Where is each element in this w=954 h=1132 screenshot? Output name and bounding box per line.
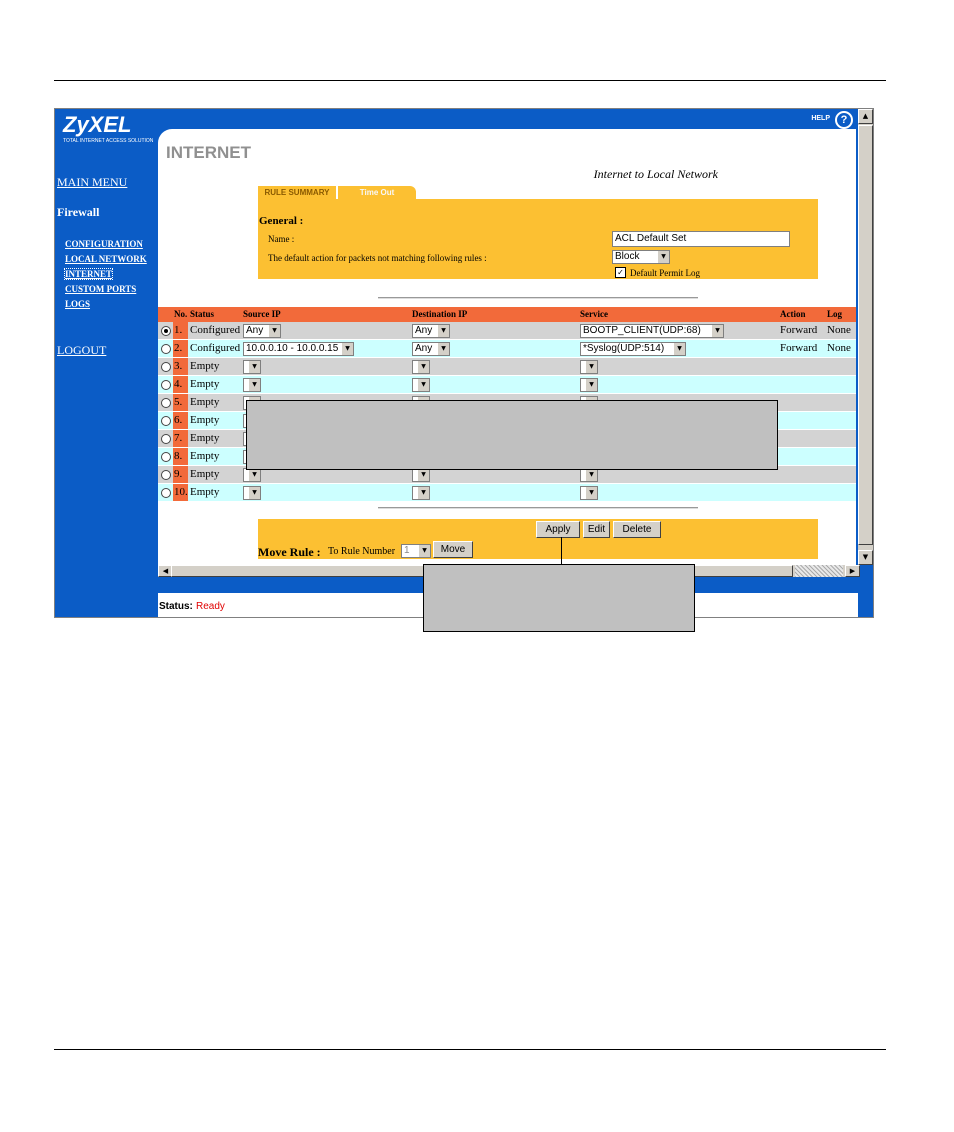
- row-number: 5.: [174, 396, 183, 408]
- permit-log-label: Default Permit Log: [630, 268, 700, 278]
- table-row: [158, 322, 856, 339]
- name-input[interactable]: ACL Default Set: [612, 231, 790, 247]
- service-value: *Syslog(UDP:514): [583, 343, 665, 354]
- zyxel-logo: ZyXEL: [63, 112, 132, 137]
- source-ip-select[interactable]: [243, 378, 261, 392]
- chevron-down-icon: ▼: [673, 343, 685, 355]
- row-log: None: [827, 342, 851, 354]
- chevron-down-icon: ▼: [417, 487, 429, 499]
- row-number: 2.: [174, 342, 183, 354]
- row-radio[interactable]: [161, 326, 171, 336]
- sidebar-item-configuration[interactable]: CONFIGURATION: [65, 239, 143, 249]
- col-destination-ip: Destination IP: [412, 309, 468, 319]
- chevron-down-icon: ▼: [657, 251, 669, 263]
- tab-rule-summary[interactable]: RULE SUMMARY: [258, 186, 336, 200]
- row-radio[interactable]: [161, 470, 171, 480]
- destination-ip-select[interactable]: [412, 324, 450, 338]
- browser-frame: [54, 108, 874, 618]
- help-label[interactable]: HELP: [811, 115, 830, 122]
- destination-ip-select[interactable]: [412, 486, 430, 500]
- row-status: Empty: [190, 396, 220, 408]
- chevron-down-icon: ▼: [248, 469, 260, 481]
- table-row: [158, 484, 856, 501]
- col-source-ip: Source IP: [243, 309, 281, 319]
- service-select[interactable]: [580, 360, 598, 374]
- top-rule-line: [54, 80, 886, 81]
- row-action: Forward: [780, 324, 818, 336]
- destination-ip-select[interactable]: [412, 360, 430, 374]
- move-rule-panel: [258, 519, 818, 559]
- service-select[interactable]: [580, 378, 598, 392]
- callout-box-buttons: [423, 564, 695, 632]
- sidebar-item-local-network[interactable]: LOCAL NETWORK: [65, 254, 147, 264]
- destination-ip-select[interactable]: [412, 342, 450, 356]
- row-number: 7.: [174, 432, 183, 444]
- move-button[interactable]: Move: [433, 541, 473, 558]
- general-title: General :: [259, 215, 304, 227]
- destination-ip-value: Any: [415, 343, 433, 354]
- col-action: Action: [780, 309, 806, 319]
- chevron-down-icon: ▼: [585, 469, 597, 481]
- chevron-down-icon: ▼: [585, 487, 597, 499]
- callout-box-table: [246, 400, 778, 470]
- general-panel: [258, 199, 818, 279]
- service-select[interactable]: [580, 468, 598, 482]
- vertical-scroll-thumb[interactable]: [858, 125, 873, 545]
- chevron-down-icon: ▼: [585, 361, 597, 373]
- row-status: Empty: [190, 378, 220, 390]
- firewall-heading: Firewall: [57, 205, 100, 219]
- to-rule-number-label: To Rule Number: [328, 546, 396, 557]
- default-action-value: Block: [615, 251, 640, 262]
- scroll-down-icon[interactable]: ▼: [858, 550, 873, 565]
- source-ip-select[interactable]: [243, 360, 261, 374]
- sidebar: [55, 109, 158, 617]
- source-ip-select[interactable]: [243, 342, 354, 356]
- chevron-down-icon: ▼: [248, 487, 260, 499]
- source-ip-value: Any: [246, 325, 264, 336]
- apply-button[interactable]: Apply: [536, 521, 580, 538]
- destination-ip-select[interactable]: [412, 468, 430, 482]
- move-rule-label: Move Rule :: [258, 545, 321, 559]
- scroll-up-icon[interactable]: ▲: [858, 109, 873, 124]
- page-title: INTERNET: [166, 143, 251, 162]
- row-radio[interactable]: [161, 362, 171, 372]
- logout-link[interactable]: LOGOUT: [57, 343, 107, 357]
- rules-table-header: [158, 307, 856, 322]
- rule-number-value: 1: [404, 545, 410, 556]
- status-value: Ready: [196, 601, 225, 612]
- col-log: Log: [827, 309, 843, 319]
- scroll-left-icon[interactable]: ◀: [158, 565, 173, 577]
- source-ip-value: 10.0.0.10 - 10.0.0.15: [246, 343, 339, 354]
- col-status: Status: [190, 309, 215, 319]
- row-number: 10.: [174, 486, 188, 498]
- chevron-down-icon: ▼: [341, 343, 353, 355]
- scroll-right-icon[interactable]: ▶: [845, 565, 860, 577]
- source-ip-select[interactable]: [243, 468, 261, 482]
- status-label: Status:: [159, 601, 193, 612]
- row-radio[interactable]: [161, 488, 171, 498]
- chevron-down-icon: ▼: [248, 379, 260, 391]
- chevron-down-icon: ▼: [268, 325, 280, 337]
- destination-ip-value: Any: [415, 325, 433, 336]
- help-bar: [158, 109, 856, 129]
- row-radio[interactable]: [161, 416, 171, 426]
- table-row: [158, 358, 856, 375]
- chevron-down-icon: ▼: [437, 343, 449, 355]
- col-service: Service: [580, 309, 608, 319]
- edit-button[interactable]: Edit: [583, 521, 610, 538]
- service-select[interactable]: [580, 486, 598, 500]
- bottom-rule-line: [54, 1049, 886, 1050]
- chevron-down-icon: ▼: [417, 379, 429, 391]
- chevron-down-icon: ▼: [417, 469, 429, 481]
- divider-bottom: [378, 507, 698, 509]
- row-number: 4.: [174, 378, 183, 390]
- chevron-down-icon: ▼: [585, 379, 597, 391]
- row-status: Empty: [190, 468, 220, 480]
- divider-top: [378, 297, 698, 299]
- sidebar-item-custom-ports[interactable]: CUSTOM PORTS: [65, 284, 137, 294]
- callout-pointer-line: [561, 537, 562, 565]
- permit-log-checkbox[interactable]: ✓: [615, 267, 626, 278]
- row-radio[interactable]: [161, 452, 171, 462]
- main-menu-link[interactable]: MAIN MENU: [57, 175, 128, 189]
- row-status: Empty: [190, 450, 220, 462]
- page-subtitle: Internet to Local Network: [593, 167, 718, 181]
- row-radio[interactable]: [161, 344, 171, 354]
- row-number: 9.: [174, 468, 183, 480]
- chevron-down-icon: ▼: [417, 361, 429, 373]
- row-radio[interactable]: [161, 380, 171, 390]
- default-action-select[interactable]: [612, 250, 670, 264]
- row-status: Empty: [190, 414, 220, 426]
- row-radio[interactable]: [161, 434, 171, 444]
- row-radio[interactable]: [161, 398, 171, 408]
- tab-time-out[interactable]: Time Out: [338, 186, 416, 200]
- sidebar-item-internet[interactable]: INTERNET: [65, 269, 113, 279]
- row-number: 3.: [174, 360, 183, 372]
- source-ip-select[interactable]: [243, 324, 281, 338]
- chevron-down-icon: ▼: [418, 545, 430, 557]
- col-no: No.: [174, 309, 188, 319]
- table-row: [158, 376, 856, 393]
- chevron-down-icon: ▼: [248, 361, 260, 373]
- service-value: BOOTP_CLIENT(UDP:68): [583, 325, 701, 336]
- default-action-label: The default action for packets not matching following rules :: [268, 253, 487, 263]
- destination-ip-select[interactable]: [412, 378, 430, 392]
- row-status: Empty: [190, 432, 220, 444]
- row-log: None: [827, 324, 851, 336]
- row-status: Empty: [190, 360, 220, 372]
- chevron-down-icon: ▼: [711, 325, 723, 337]
- row-number: 8.: [174, 450, 183, 462]
- rule-number-select[interactable]: [401, 544, 431, 558]
- row-number: 6.: [174, 414, 183, 426]
- row-action: Forward: [780, 342, 818, 354]
- delete-button[interactable]: Delete: [613, 521, 661, 538]
- chevron-down-icon: ▼: [437, 325, 449, 337]
- row-number: 1.: [174, 324, 183, 336]
- service-select[interactable]: [580, 342, 686, 356]
- name-label: Name :: [268, 234, 295, 244]
- table-row: [158, 340, 856, 357]
- logo-tagline: TOTAL INTERNET ACCESS SOLUTION: [63, 138, 154, 144]
- sidebar-item-logs[interactable]: LOGS: [65, 299, 91, 309]
- row-status: Empty: [190, 486, 220, 498]
- source-ip-select[interactable]: [243, 486, 261, 500]
- scroll-track-pattern: [795, 565, 843, 577]
- service-select[interactable]: [580, 324, 724, 338]
- main-content: [158, 129, 856, 565]
- row-status: Configured: [190, 342, 241, 354]
- question-mark-icon[interactable]: ?: [835, 111, 853, 129]
- row-status: Configured: [190, 324, 241, 336]
